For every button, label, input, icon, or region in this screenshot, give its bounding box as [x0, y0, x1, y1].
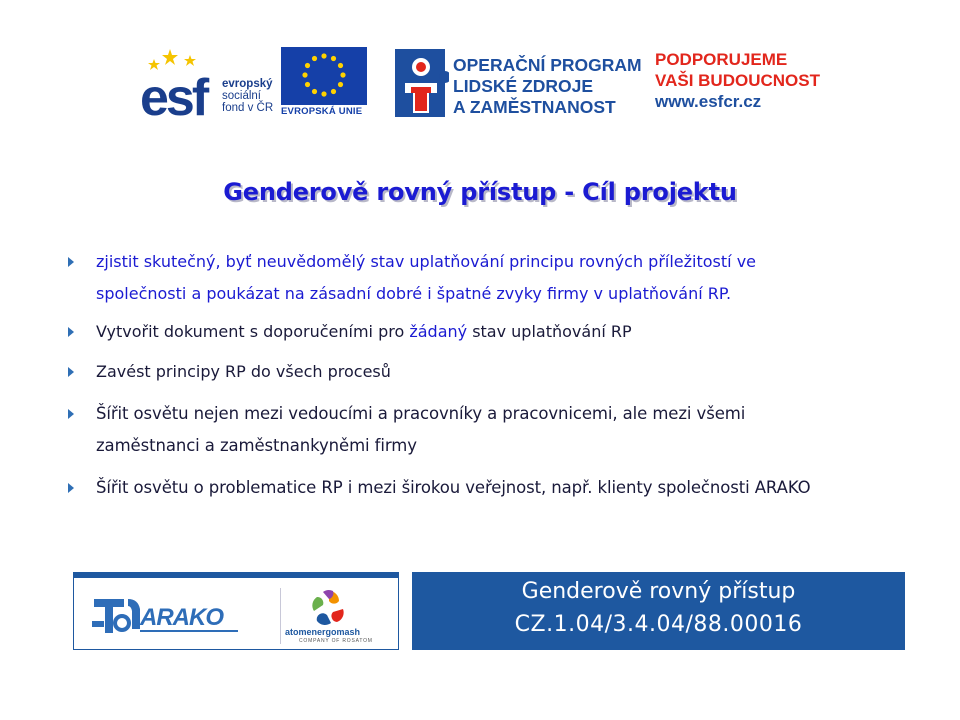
atomenergomash-subtitle: COMPANY OF ROSATOM — [299, 638, 373, 644]
esf-line-1: evropský — [222, 78, 273, 90]
atomenergomash-logo — [280, 588, 377, 644]
bullet-4-line-2: zaměstnanci a zaměstnankyněmi firmy — [96, 436, 417, 455]
op-line-2: LIDSKÉ ZDROJE — [453, 76, 594, 96]
puzzle-person-icon — [393, 47, 449, 119]
pod-line-2: VAŠI BUDOUCNOST — [655, 71, 820, 90]
bullet-item — [64, 472, 924, 504]
pod-line-1: PODPORUJEME — [655, 50, 788, 69]
footer-project-panel — [412, 572, 905, 650]
bullet-1-line-2: společnosti a poukázat na zásadní dobré i špatné zvyky firmy v uplatňování RP. — [96, 284, 732, 303]
bullet-arrow-icon — [68, 327, 74, 337]
bullet-arrow-icon — [68, 483, 74, 493]
bullet-item — [64, 316, 924, 348]
eu-caption: EVROPSKÁ UNIE — [281, 106, 363, 117]
bullet-5-text: Šířit osvětu o problematice RP i mezi širokou veřejnost, např. klienty společnosti ARAKO — [96, 478, 811, 497]
logo-banner — [140, 47, 820, 121]
footer-stripe — [73, 572, 399, 578]
slide-title: Genderově rovný přístup - Cíl projektu — [223, 178, 737, 206]
atomenergomash-name: atomenergomash — [285, 627, 361, 637]
esf-logo — [140, 47, 276, 119]
bullet-arrow-icon — [68, 257, 74, 267]
esf-caption — [222, 78, 273, 114]
eu-logo — [281, 47, 367, 119]
op-line-3: A ZAMĚSTNANOST — [453, 97, 616, 117]
pod-url[interactable]: www.esfcr.cz — [655, 92, 762, 111]
esf-line-2: sociální — [222, 90, 261, 102]
svg-text:ARAKO: ARAKO — [140, 604, 223, 631]
bullet-3-text: Zavést principy RP do všech procesů — [96, 362, 391, 381]
bullet-2-tail: stav uplatňování RP — [467, 322, 632, 341]
bullet-arrow-icon — [68, 367, 74, 377]
podporujeme-logo — [655, 49, 825, 119]
bullet-1-line-1: zjistit skutečný, byť neuvědomělý stav uplatňování principu rovných příležitostí ve — [96, 252, 756, 271]
op-line-1: OPERAČNÍ PROGRAM — [453, 55, 642, 75]
bullet-2-text: Vytvořit dokument s doporučeními pro — [96, 322, 410, 341]
bullet-2-highlight: žádaný — [409, 322, 468, 341]
eu-flag-icon — [281, 47, 367, 105]
atomenergomash-emblem-icon — [281, 588, 377, 628]
svg-text:esf: esf — [140, 69, 207, 119]
arako-logo — [88, 591, 258, 639]
bullet-item — [64, 398, 924, 462]
esf-line-3: fond v ČR — [222, 102, 274, 114]
bullet-item — [64, 356, 924, 388]
op-lzz-logo — [393, 47, 642, 119]
bullet-arrow-icon — [68, 409, 74, 419]
bullet-4-line-1: Šířit osvětu nejen mezi vedoucími a pracovníky a pracovnicemi, ale mezi všemi — [96, 404, 746, 423]
bullet-item — [64, 246, 924, 310]
footer-project-title: Genderově rovný přístup — [521, 579, 796, 604]
bullet-list — [64, 246, 924, 514]
footer-project-code: CZ.1.04/3.4.04/88.00016 — [514, 612, 803, 637]
